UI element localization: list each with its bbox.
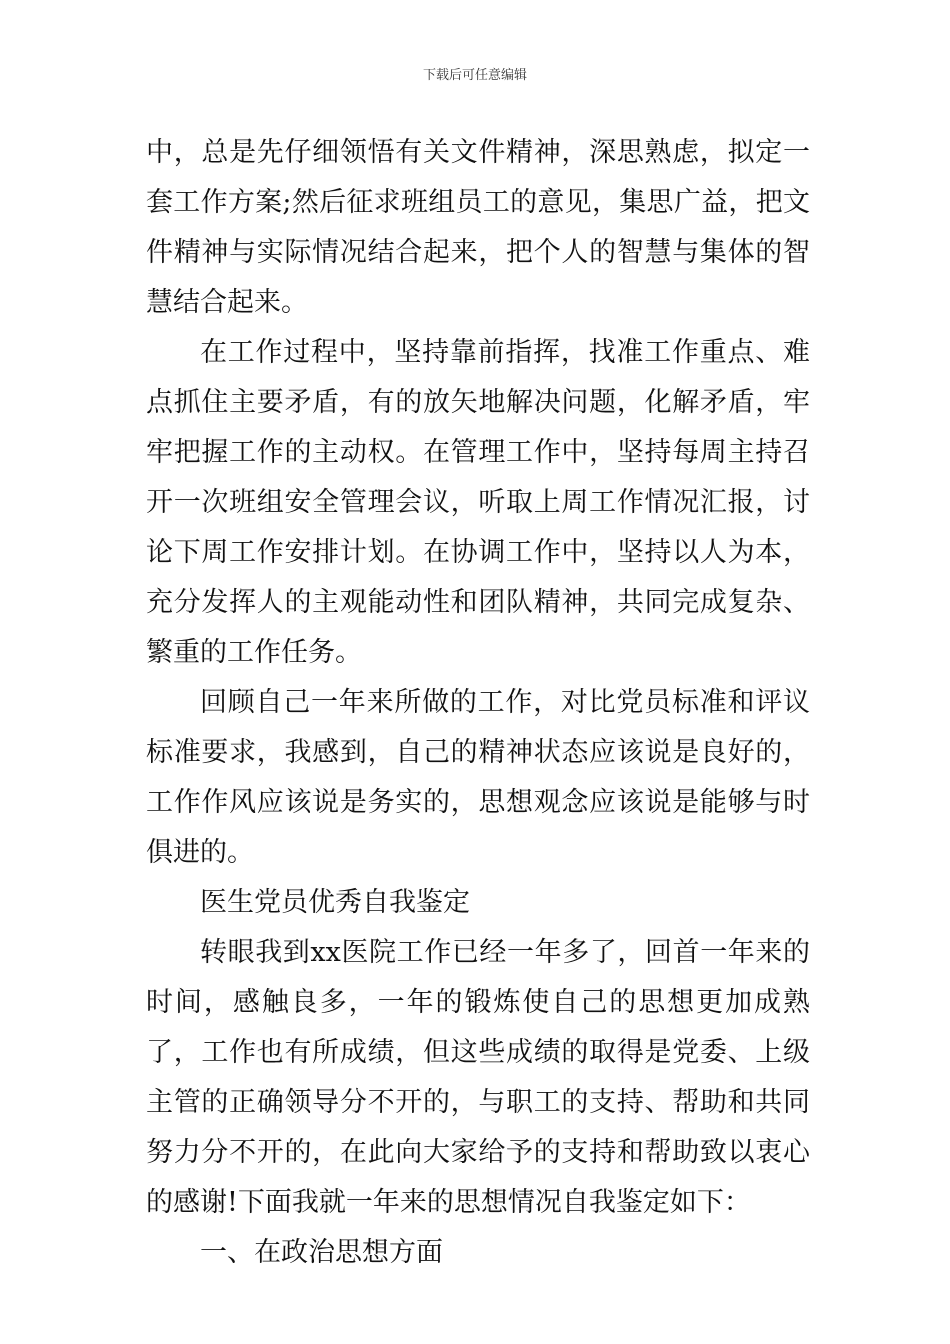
paragraph-review: 回顾自己一年来所做的工作，对比党员标准和评议标准要求，我感到，自己的精神状态应该说是良好的，工作作风应该说是务实的，思想观念应该说是能够与时俱进的。	[146, 687, 810, 868]
section-heading-politics: 一、在政治思想方面	[200, 1237, 443, 1268]
document-body	[146, 128, 810, 1278]
paragraph-continuation: 中，总是先仔细领悟有关文件精神，深思熟虑，拟定一套工作方案;然后征求班组员工的意见，集思广益，把文件精神与实际情况结合起来，把个人的智慧与集体的智慧结合起来。	[146, 137, 810, 318]
paragraph-intro: 转眼我到xx医院工作已经一年多了，回首一年来的时间，感触良多，一年的锻炼使自己的思想更加成熟了，工作也有所成绩，但这些成绩的取得是党委、上级主管的正确领导分不开的，与职工的支持、帮助和共同努力分不开的，在此向大家给予的支持和帮助致以衷心的感谢!下面我就一年来的思想情况自我鉴定如下：	[146, 937, 810, 1218]
paragraph-work-process: 在工作过程中，坚持靠前指挥，找准工作重点、难点抓住主要矛盾，有的放矢地解决问题，化解矛盾，牢牢把握工作的主动权。在管理工作中，坚持每周主持召开一次班组安全管理会议，听取上周工作情况汇报，讨论下周工作安排计划。在协调工作中，坚持以人为本，充分发挥人的主观能动性和团队精神，共同完成复杂、繁重的工作任务。	[146, 337, 810, 668]
page-header: 下载后可任意编辑	[422, 68, 527, 83]
section-title: 医生党员优秀自我鉴定	[200, 887, 470, 918]
